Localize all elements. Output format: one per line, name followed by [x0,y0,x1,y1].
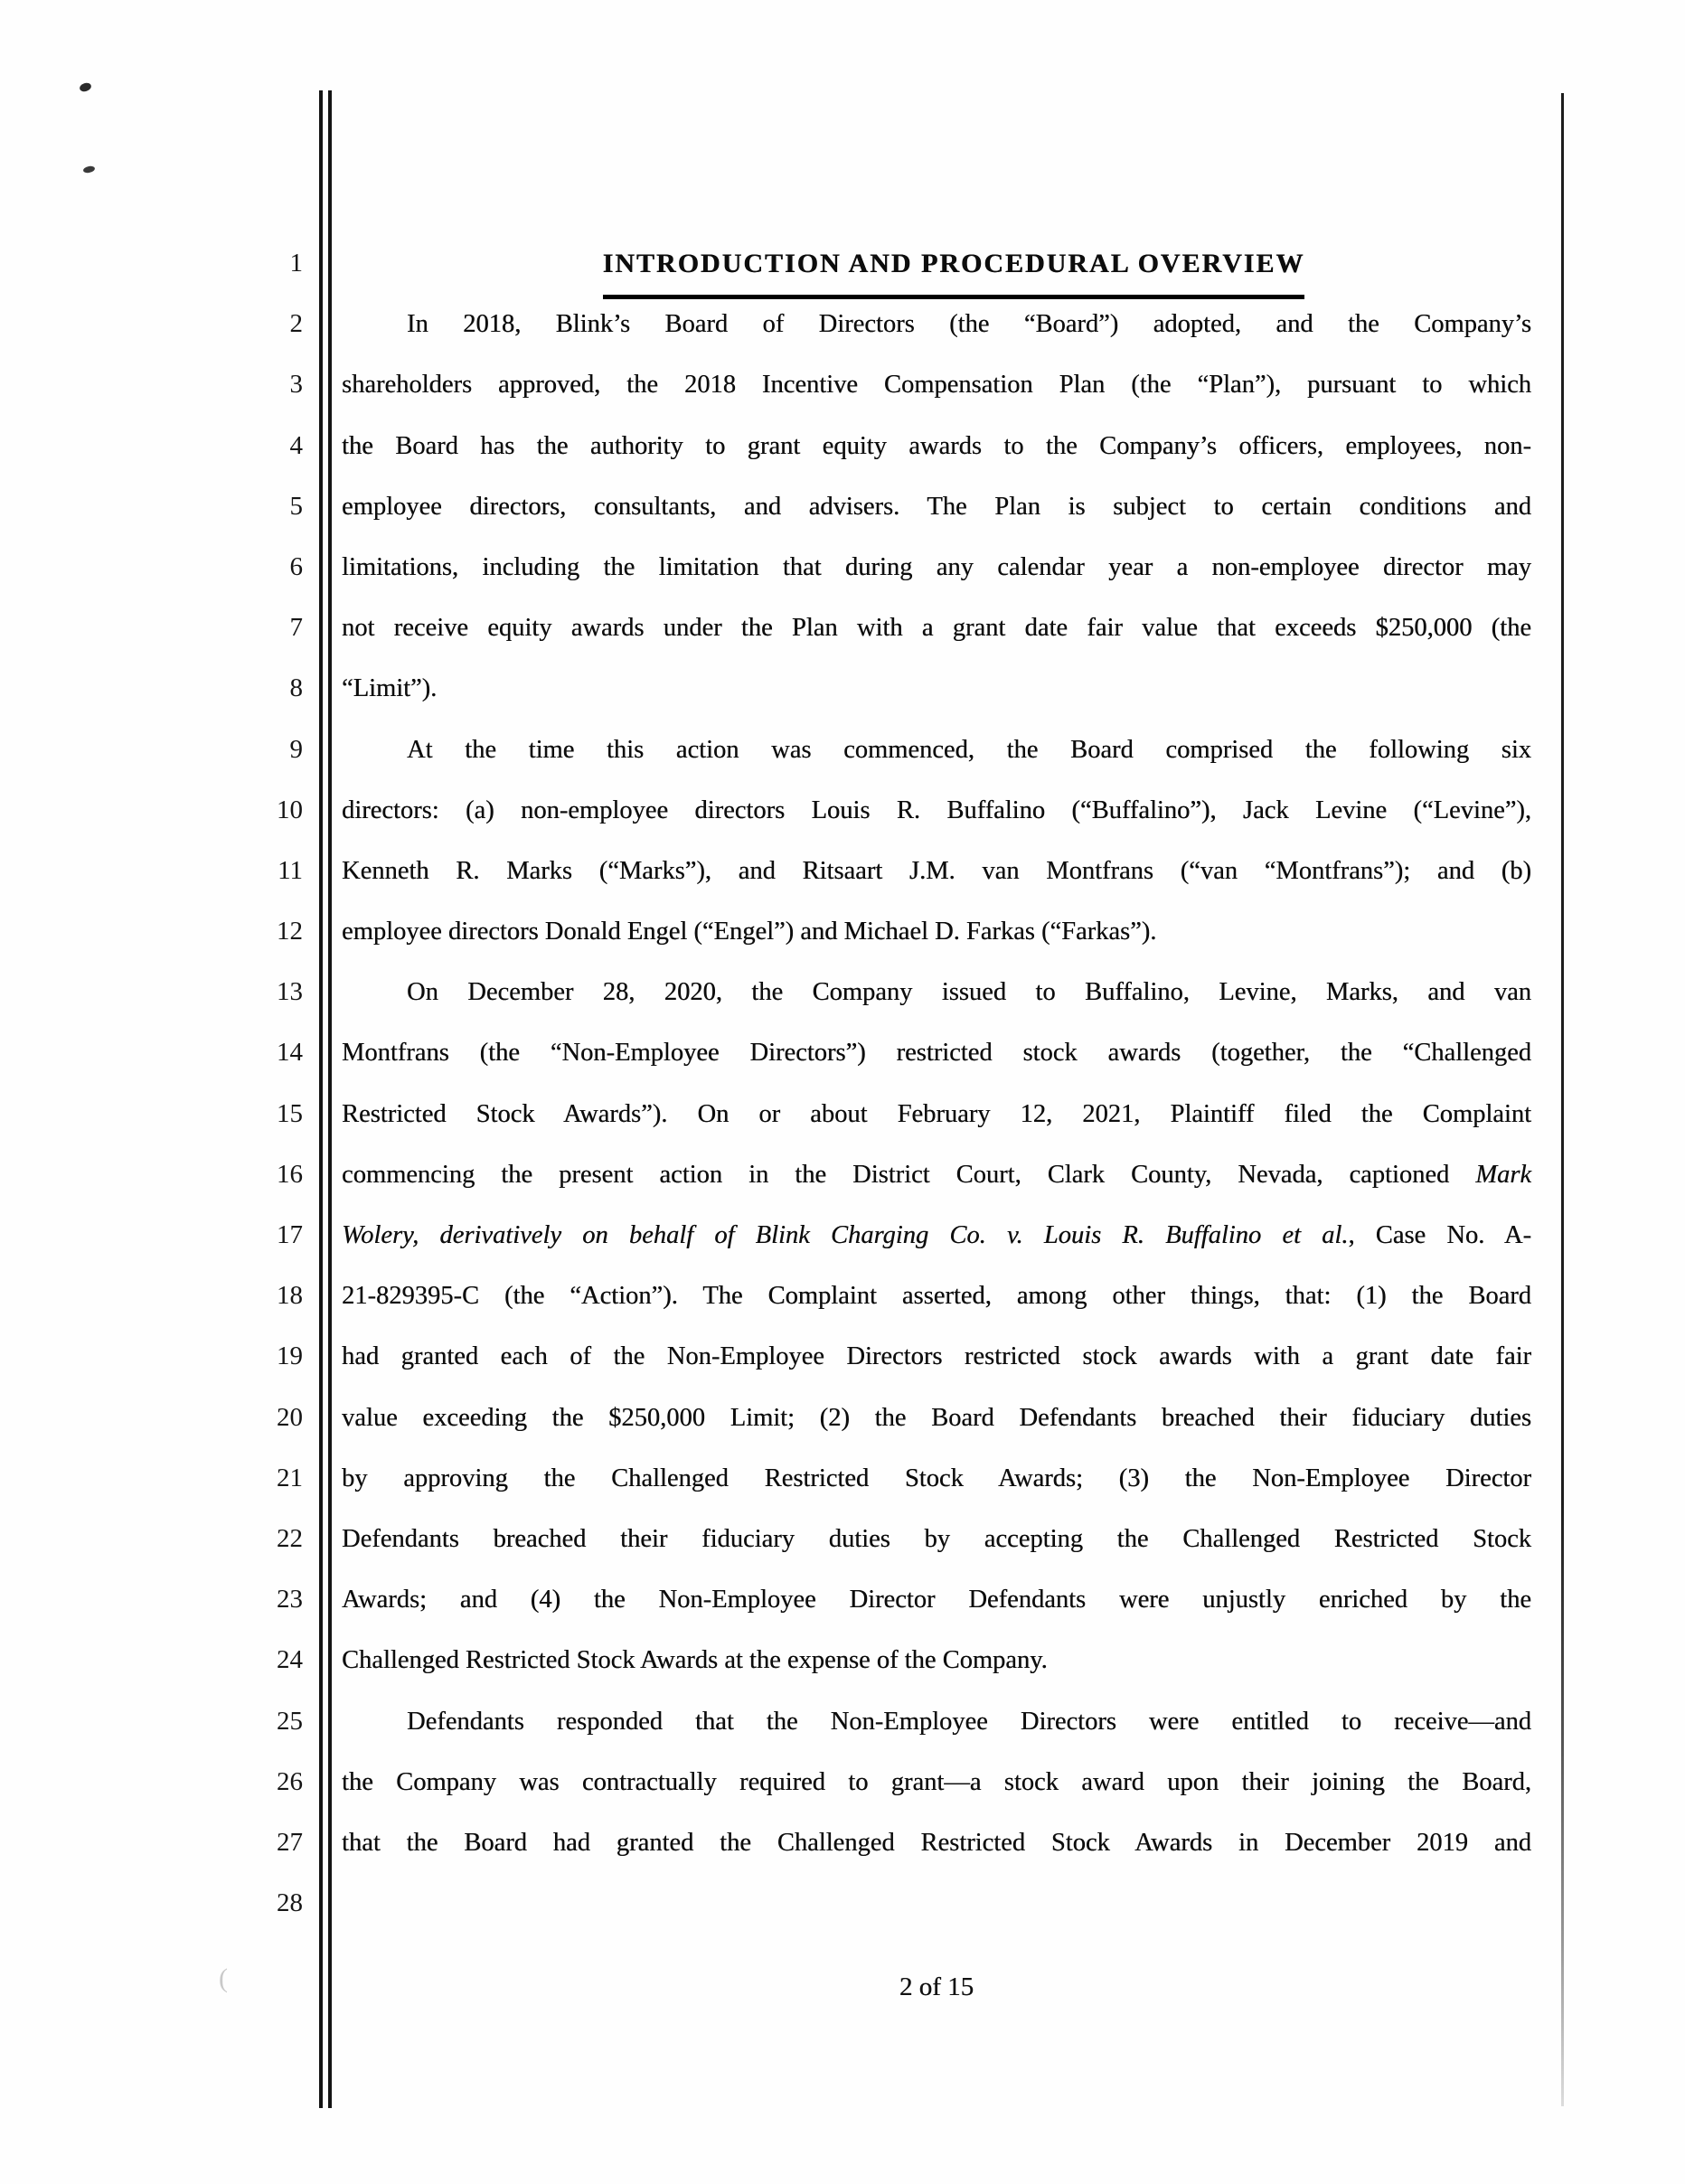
line-number: 19 [277,1341,303,1371]
line-number: 4 [289,430,303,460]
document-line-row [0,537,1685,598]
line-text [342,1448,1531,1509]
document-line-row [0,720,1685,780]
document-line-row [0,598,1685,658]
line-text [342,1205,1531,1266]
text-segment: limitations, including the limitation that during any calendar year a non-employee director may [342,552,1531,581]
text-segment: by approving the Challenged Restricted Stock Awards; (3) the Non-Employee Director [342,1464,1531,1492]
line-text [342,1084,1531,1144]
document-line-row [0,1691,1685,1752]
scan-faint-mark: ( [219,1963,228,1993]
line-text [342,1388,1531,1448]
line-text [342,1752,1531,1812]
line-text [342,537,1531,598]
line-number: 7 [289,613,303,643]
document-line-row [0,233,1685,294]
line-number: 13 [277,977,303,1007]
document-line-row [0,841,1685,901]
text-segment: , Case No. A- [1348,1221,1532,1249]
text-segment: Mark [1475,1160,1531,1189]
line-number: 15 [277,1098,303,1128]
line-text [342,1326,1531,1387]
document-lines [0,233,1685,1934]
document-line-row [0,1388,1685,1448]
footer-page-indicator: 2 of 15 [899,1972,974,2001]
line-number: 22 [277,1523,303,1553]
line-text [342,1509,1531,1569]
text-segment: had granted each of the Non-Employee Directors restricted stock awards with a grant date fair [342,1342,1531,1371]
line-text [342,962,1531,1022]
line-text [342,720,1531,780]
line-text [342,598,1531,658]
line-number: 28 [277,1888,303,1918]
document-line-row [0,476,1685,537]
text-segment: Awards; and (4) the Non-Employee Director Defendants were unjustly enriched by the [342,1586,1531,1614]
text-segment: Wolery, derivatively on behalf of Blink Charging Co. v. Louis R. Buffalino et al. [342,1221,1349,1249]
line-text [342,1630,1531,1690]
text-segment: the Board has the authority to grant equity awards to the Company’s officers, employees, non- [342,431,1531,460]
scan-speck-icon [79,81,92,93]
text-segment: value exceeding the $250,000 Limit; (2) the Board Defendants breached their fiduciary duties [342,1403,1531,1432]
text-segment: Montfrans (the “Non-Employee Directors”) restricted stock awards (together, the “Challenged [342,1039,1531,1068]
line-text [342,841,1531,901]
line-number: 9 [289,734,303,764]
text-segment: At the time this action was commenced, the Board comprised the following six [407,735,1531,764]
text-segment: the Company was contractually required to grant—a stock award upon their joining the Board, [342,1767,1531,1796]
text-segment: employee directors, consultants, and advisers. The Plan is subject to certain conditions and [342,492,1531,521]
line-text [342,294,1531,354]
document-line-row [0,1569,1685,1630]
line-text [342,1873,1531,1934]
line-number: 12 [277,917,303,946]
line-text [342,780,1531,841]
text-segment: employee directors Donald Engel (“Engel”) and Michael D. Farkas (“Farkas”). [342,918,1157,946]
line-text [342,354,1531,415]
line-number: 2 [289,309,303,339]
document-line-row [0,1205,1685,1266]
line-text [342,1022,1531,1083]
line-number: 25 [277,1706,303,1736]
document-line-row [0,1266,1685,1326]
section-title: INTRODUCTION AND PROCEDURAL OVERVIEW [603,233,1305,299]
document-line-row [0,294,1685,354]
text-segment: On December 28, 2020, the Company issued to Buffalino, Levine, Marks, and van [407,978,1531,1007]
line-text [342,1812,1531,1873]
document-line-row [0,416,1685,476]
document-line-row [0,1084,1685,1144]
document-line-row [0,1812,1685,1873]
text-segment: Restricted Stock Awards”). On or about February 12, 2021, Plaintiff filed the Complaint [342,1099,1531,1128]
line-number: 26 [277,1766,303,1796]
line-number: 10 [277,795,303,824]
text-segment: Defendants responded that the Non-Employee Directors were entitled to receive—and [407,1707,1531,1736]
document-line-row [0,1509,1685,1569]
document-line-row [0,962,1685,1022]
line-text [342,658,1531,719]
line-text [342,476,1531,537]
text-segment: commencing the present action in the District Court, Clark County, Nevada, captioned [342,1160,1476,1189]
document-line-row [0,354,1685,415]
document-line-row [0,1326,1685,1387]
line-text [342,901,1531,962]
document-line-row [0,1022,1685,1083]
line-number: 5 [289,491,303,521]
line-text [342,1144,1531,1205]
line-number: 27 [277,1827,303,1857]
line-text [342,1266,1531,1326]
text-segment: directors: (a) non-employee directors Louis R. Buffalino (“Buffalino”), Jack Levine (“Levine”), [342,795,1531,824]
text-segment: Defendants breached their fiduciary duties by accepting the Challenged Restricted Stock [342,1524,1531,1553]
line-number: 21 [277,1463,303,1492]
line-text [342,1691,1531,1752]
line-text [342,416,1531,476]
text-segment: “Limit”). [342,674,438,703]
line-number: 24 [277,1645,303,1675]
text-segment: not receive equity awards under the Plan with a grant date fair value that exceeds $250,000 (the [342,614,1531,643]
line-number: 17 [277,1220,303,1249]
document-line-row [0,780,1685,841]
text-segment: Challenged Restricted Stock Awards at the expense of the Company. [342,1646,1048,1675]
line-number: 16 [277,1159,303,1189]
line-number: 3 [289,370,303,400]
line-number: 14 [277,1038,303,1068]
line-number: 1 [289,249,303,278]
text-segment: that the Board had granted the Challenged Restricted Stock Awards in December 2019 and [342,1828,1531,1857]
document-line-row [0,1448,1685,1509]
document-line-row [0,1873,1685,1934]
line-number: 18 [277,1281,303,1311]
text-segment: 21-829395-C (the “Action”). The Complaint asserted, among other things, that: (1) the Board [342,1282,1531,1311]
line-number: 8 [289,673,303,703]
document-line-row [0,1144,1685,1205]
line-text [342,1569,1531,1630]
line-number: 11 [278,855,303,885]
line-number: 23 [277,1585,303,1614]
text-segment: shareholders approved, the 2018 Incentive Compensation Plan (the “Plan”), pursuant to which [342,371,1531,400]
line-number: 6 [289,551,303,581]
document-line-row [0,658,1685,719]
section-title-line [342,233,1531,294]
line-number: 20 [277,1402,303,1432]
document-line-row [0,1752,1685,1812]
text-segment: Kenneth R. Marks (“Marks”), and Ritsaart J.M. van Montfrans (“van “Montfrans”); and (b) [342,856,1531,885]
text-segment: In 2018, Blink’s Board of Directors (the “Board”) adopted, and the Company’s [407,310,1531,339]
scan-speck-icon [82,165,95,174]
document-line-row [0,1630,1685,1690]
document-line-row [0,901,1685,962]
